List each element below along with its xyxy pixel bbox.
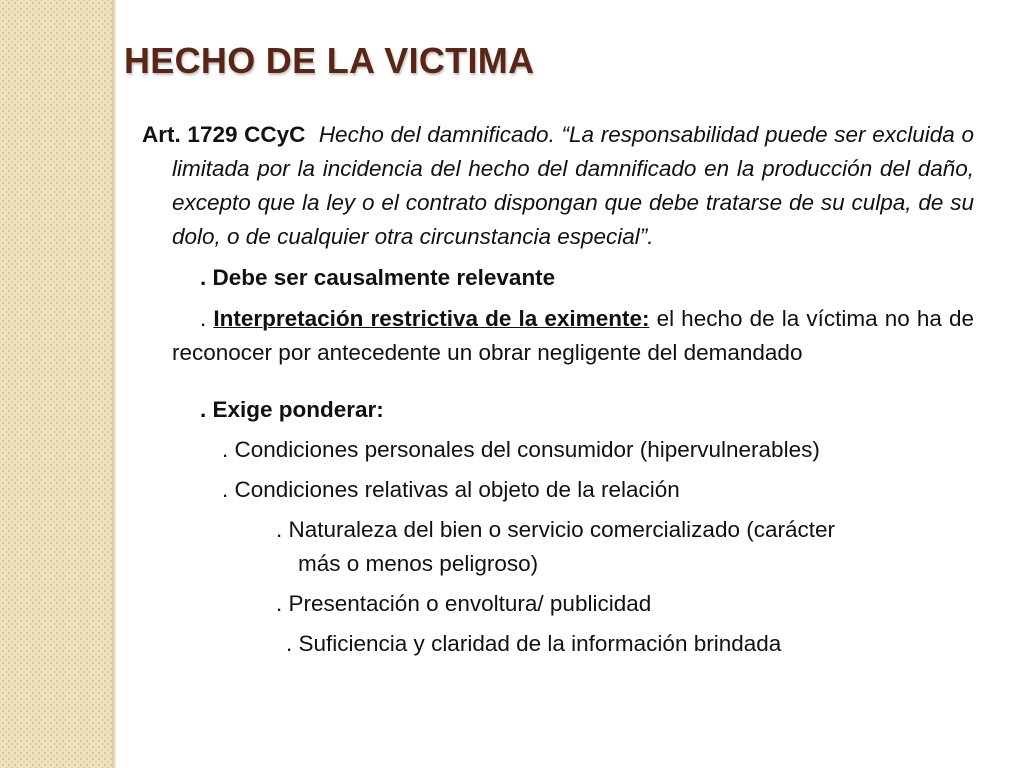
- restrictive-interpretation-label: Interpretación restrictiva de la eximente:: [213, 306, 650, 331]
- slide-body: [142, 118, 974, 661]
- point-causal-relevance: . Debe ser causalmente relevante: [200, 265, 556, 290]
- sub-item-personal-conditions: . Condiciones personales del consumidor (hipervulnerables): [222, 436, 820, 462]
- decorative-sidebar: [0, 0, 112, 768]
- restrictive-interpretation-text: el hecho de la víctima no ha de reconocer por antecedente un obrar negligente del demandado: [172, 306, 974, 365]
- sub-sub-item-information: . Suficiencia y claridad de la información brindada: [286, 630, 782, 656]
- sub-sub-item-nature: . Naturaleza del bien o servicio comercializado (carácter: [276, 516, 835, 542]
- sub-item-object-conditions: . Condiciones relativas al objeto de la relación: [222, 476, 680, 502]
- point-restrictive-interpretation: [142, 302, 974, 370]
- sub-sub-item-presentation: . Presentación o envoltura/ publicidad: [276, 590, 652, 616]
- article-heading: Hecho del damnificado.: [318, 122, 555, 147]
- slide-title: HECHO DE LA VICTIMA: [124, 40, 535, 81]
- article-paragraph: [142, 118, 974, 254]
- sidebar-divider: [112, 0, 116, 768]
- article-reference: Art. 1729 CCyC: [142, 122, 306, 147]
- article-quote: “La responsabilidad puede ser excluida o limitada por la incidencia del hecho del damnificado en la producción del daño, excepto que la ley o el contrato dispongan que debe tratarse de su culpa, de su dolo, o de cualquier otra circunstancia especial”.: [172, 122, 974, 249]
- sub-sub-item-nature-continued: más o menos peligroso): [298, 550, 539, 576]
- point-ponder: . Exige ponderar:: [200, 396, 384, 422]
- point-prefix: .: [200, 306, 207, 331]
